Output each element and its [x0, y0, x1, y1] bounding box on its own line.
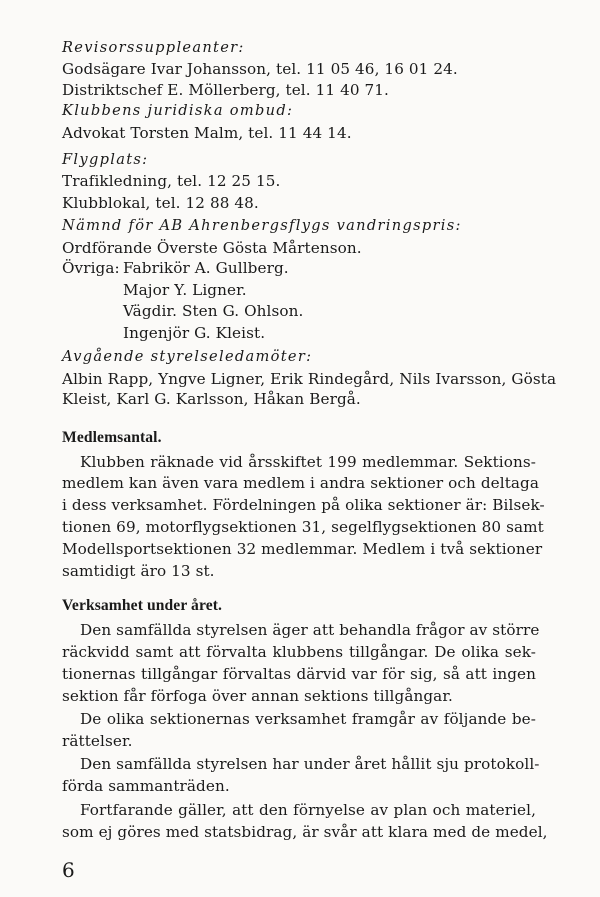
medlemsantal-heading: Medlemsantal.	[62, 429, 162, 446]
juridiska-label: Klubbens juridiska ombud:	[62, 102, 294, 119]
medlemsantal-line-3: i dess verksamhet. Fördelningen på olika sektioner är: Bilsek-	[62, 496, 545, 514]
medlemsantal-line-2: medlem kan även vara medlem i andra sektioner och deltaga	[62, 474, 540, 492]
flygplats-line-2: Klubblokal, tel. 12 88 48.	[62, 194, 259, 212]
medlemsantal-line-6: samtidigt äro 13 st.	[62, 562, 215, 580]
flygplats-label: Flygplats:	[62, 151, 149, 168]
page-number: 6	[62, 858, 75, 882]
verksamhet-line-6: rättelser.	[62, 732, 133, 750]
verksamhet-line-1: Den samfällda styrelsen äger att behandla frågor av större	[80, 621, 540, 639]
medlemsantal-line-4: tionen 69, motorflygsektionen 31, segelflygsektionen 80 samt	[62, 518, 544, 536]
flygplats-line-1: Trafikledning, tel. 12 25 15.	[62, 172, 281, 190]
avgaende-line-2: Kleist, Karl G. Karlsson, Håkan Bergå.	[62, 390, 361, 408]
verksamhet-line-10: som ej göres med statsbidrag, är svår att klara med de medel,	[62, 823, 548, 841]
juridiska-line-1: Advokat Torsten Malm, tel. 11 44 14.	[62, 124, 352, 142]
namnd-chair: Ordförande Överste Gösta Mårtenson.	[62, 239, 362, 257]
namnd-other-4: Ingenjör G. Kleist.	[123, 324, 266, 342]
revisors-label: Revisorssuppleanter:	[62, 39, 245, 56]
avgaende-line-1: Albin Rapp, Yngve Ligner, Erik Rindegård, Nils Ivarsson, Gösta	[62, 370, 557, 388]
revisors-line-1: Godsägare Ivar Johansson, tel. 11 05 46, 16 01 24.	[62, 60, 458, 78]
verksamhet-line-4: sektion får förfoga över annan sektions tillgångar.	[62, 687, 453, 705]
verksamhet-line-5: De olika sektionernas verksamhet framgår av följande be-	[80, 710, 536, 728]
verksamhet-heading: Verksamhet under året.	[62, 597, 223, 614]
verksamhet-line-9: Fortfarande gäller, att den förnyelse av plan och materiel,	[80, 801, 536, 819]
namnd-label: Nämnd för AB Ahrenbergsflygs vandringspris:	[62, 217, 462, 234]
namnd-other-1: Fabrikör A. Gullberg.	[123, 259, 289, 277]
verksamhet-line-3: tionernas tillgångar förvaltas därvid var för sig, så att ingen	[62, 665, 536, 683]
medlemsantal-line-1: Klubben räknade vid årsskiftet 199 medlemmar. Sektions-	[80, 453, 536, 471]
avgaende-label: Avgående styrelseledamöter:	[62, 348, 313, 365]
medlemsantal-line-5: Modellsportsektionen 32 medlemmar. Medlem i två sektioner	[62, 540, 543, 558]
revisors-line-2: Distriktschef E. Möllerberg, tel. 11 40 71.	[62, 81, 389, 99]
verksamhet-line-8: förda sammanträden.	[62, 777, 230, 795]
namnd-others-label: Övriga:	[62, 259, 120, 277]
namnd-other-3: Vägdir. Sten G. Ohlson.	[123, 302, 304, 320]
verksamhet-line-2: räckvidd samt att förvalta klubbens tillgångar. De olika sek-	[62, 643, 536, 661]
namnd-other-2: Major Y. Ligner.	[123, 281, 247, 299]
verksamhet-line-7: Den samfällda styrelsen har under året hållit sju protokoll-	[80, 755, 540, 773]
